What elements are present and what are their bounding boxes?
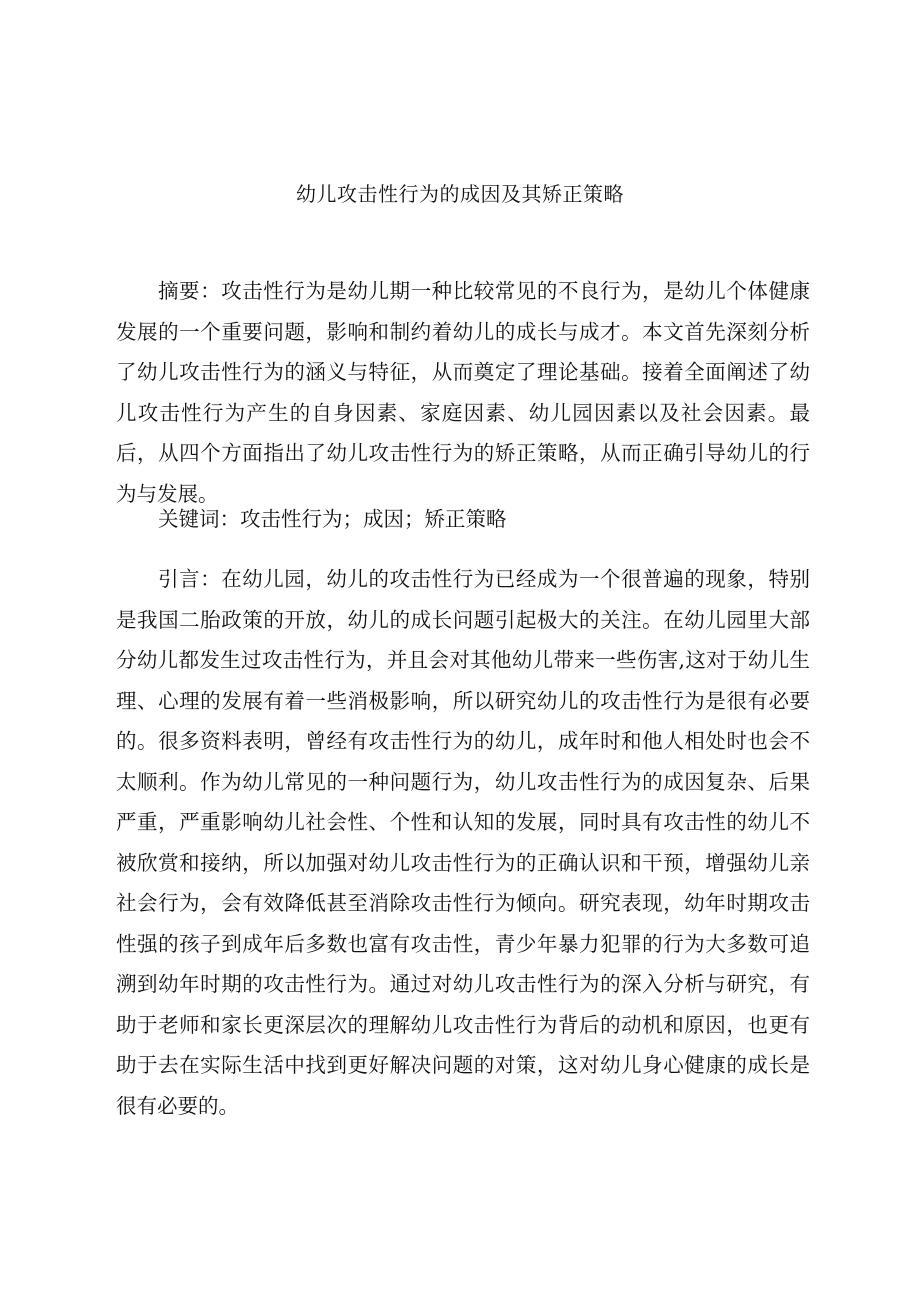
document-title: 幼儿攻击性行为的成因及其矫正策略 xyxy=(296,182,624,206)
introduction-paragraph: 引言：在幼儿园，幼儿的攻击性行为已经成为一个很普遍的现象，特别是我国二胎政策的开放，幼儿的成长问题引起极大的关注。在幼儿园里大部分幼儿都发生过攻击性行为，并且会对其他幼儿带来一些伤害,这对于幼儿生理、心理的发展有着一些消极影响，所以研究幼儿的攻击性行为是很有必要的。很多资料表明，曾经有攻击性行为的幼儿，成年时和他人相处时也会不太顺利。作为幼儿常见的一种问题行为，幼儿攻击性行为的成因复杂、后果严重，严重影响幼儿社会性、个性和认知的发展，同时具有攻击性的幼儿不被欣赏和接纳，所以加强对幼儿攻击性行为的正确认识和干预，增强幼儿亲社会行为，会有效降低甚至消除攻击性行为倾向。研究表现，幼年时期攻击性强的孩子到成年后多数也富有攻击性，青少年暴力犯罪的行为大多数可追溯到幼年时期的攻击性行为。通过对幼儿攻击性行为的深入分析与研究，有助于老师和家长更深层次的理解幼儿攻击性行为背后的动机和原因，也更有助于去在实际生活中找到更好解决问题的对策，这对幼儿身心健康的成长是很有必要的。 xyxy=(116,567,810,1118)
abstract-paragraph: 摘要：攻击性行为是幼儿期一种比较常见的不良行为，是幼儿个体健康发展的一个重要问题，影响和制约着幼儿的成长与成才。本文首先深刻分析了幼儿攻击性行为的涵义与特征，从而奠定了理论基础。接着全面阐述了幼儿攻击性行为产生的自身因素、家庭因素、幼儿园因素以及社会因素。最后，从四个方面指出了幼儿攻击性行为的矫正策略，从而正确引导幼儿的行为与发展。 xyxy=(116,279,810,506)
keywords-paragraph: 关键词：攻击性行为；成因；矫正策略 xyxy=(158,507,507,531)
